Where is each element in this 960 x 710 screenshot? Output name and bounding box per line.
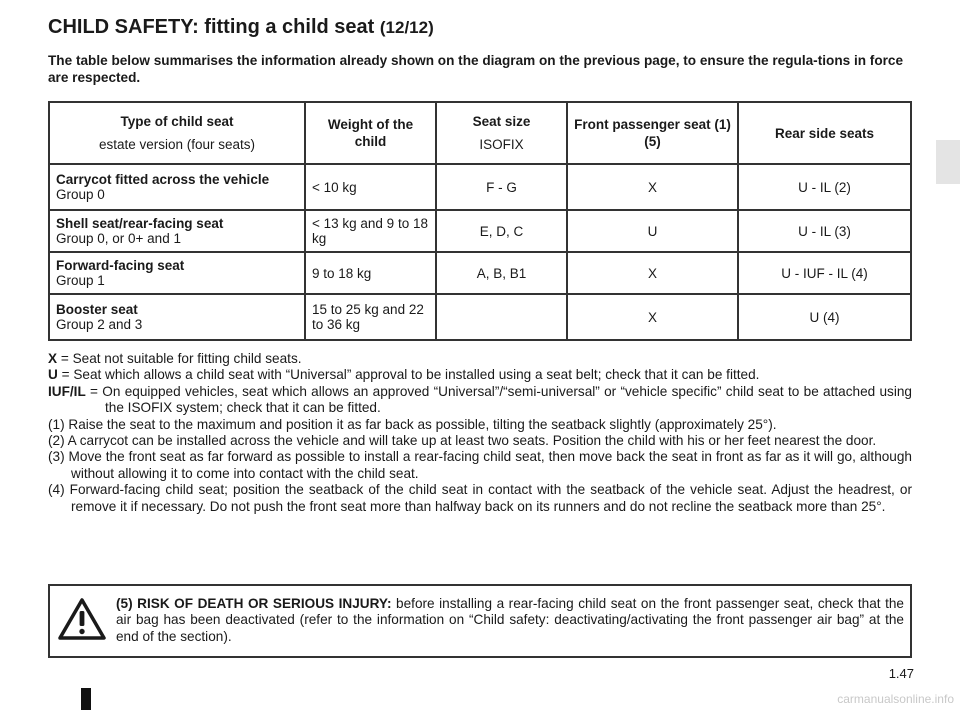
cell-size: F - G <box>436 164 567 210</box>
cell-weight: 15 to 25 kg and 22 to 36 kg <box>305 294 436 340</box>
header-front-passenger <box>567 102 738 164</box>
section-tab-marker <box>936 140 960 184</box>
cell-size <box>436 294 567 340</box>
seat-group: Group 0 <box>56 187 105 202</box>
note-1: (1) Raise the seat to the maximum and position it as far back as possible, tilting the seatback slightly (approximately 25°). <box>48 416 777 432</box>
header-rear-text: Rear side seats <box>774 125 875 141</box>
note-text: = On equipped vehicles, seat which allows an approved “Universal”/“semi-universal” or “vehicle specific” child seat to be attached using the ISOFIX system; check that it can be fitted. <box>85 383 912 416</box>
table-header-row <box>49 102 911 164</box>
note-3: (3) Move the front seat as far forward as possible to install a rear-facing child seat, then move back the seat in front as far as it will go, although without allowing it to come into contact with the child seat. <box>48 449 912 481</box>
cell-weight: < 13 kg and 9 to 18 kg <box>305 210 436 252</box>
cell-type <box>49 294 305 340</box>
seat-group: Group 0, or 0+ and 1 <box>56 231 181 246</box>
note-u <box>48 367 912 383</box>
title-main: CHILD SAFETY: fitting a child seat <box>48 16 380 38</box>
warning-triangle-icon <box>58 598 106 640</box>
cell-front: U <box>567 210 738 252</box>
seat-type: Carrycot fitted across the vehicle <box>56 172 270 187</box>
cell-rear: U - IL (3) <box>738 210 911 252</box>
page-number: 1.47 <box>888 666 914 681</box>
cell-front: X <box>567 294 738 340</box>
cell-rear: U - IL (2) <box>738 164 911 210</box>
title-part-number: (12/12) <box>379 18 434 37</box>
page-title <box>48 16 434 39</box>
header-type-line1: Type of child seat <box>120 114 234 129</box>
header-size-line2: ISOFIX <box>479 137 524 152</box>
cell-rear: U - IUF - IL (4) <box>738 252 911 294</box>
cell-size: E, D, C <box>436 210 567 252</box>
note-x <box>48 351 912 367</box>
seat-type: Booster seat <box>56 302 138 317</box>
cell-type <box>49 210 305 252</box>
warning-text <box>116 596 904 645</box>
seat-group: Group 1 <box>56 273 105 288</box>
page-edge-bar <box>81 688 91 710</box>
seat-type: Forward-facing seat <box>56 258 185 273</box>
note-text: = Seat which allows a child seat with “Universal” approval to be installed using a seat belt; check that it can be fitted. <box>57 367 760 383</box>
notes-section <box>48 351 912 515</box>
note-text: = Seat not suitable for fitting child seats. <box>57 351 302 366</box>
header-weight <box>305 102 436 164</box>
cell-size: A, B, B1 <box>436 252 567 294</box>
table-row <box>49 294 911 340</box>
intro-paragraph: The table below summarises the information already shown on the diagram on the previous page, to ensure the regula-tions in force are respected. <box>48 53 904 85</box>
seat-type: Shell seat/rear-facing seat <box>56 216 224 231</box>
note-2: (2) A carrycot can be installed across the vehicle and will take up at least two seats. Position the child with his or her feet nearest the door. <box>48 433 877 449</box>
seat-group: Group 2 and 3 <box>56 317 143 332</box>
header-front-text: Front passenger seat (1) (5) <box>574 117 731 149</box>
header-rear-seats <box>738 102 911 164</box>
header-weight-text: Weight of the child <box>327 117 414 149</box>
child-seat-table <box>48 101 912 341</box>
header-type <box>49 102 305 164</box>
note-key: X <box>48 351 58 366</box>
warning-box <box>48 584 912 658</box>
header-size-line1: Seat size <box>472 114 531 129</box>
cell-rear: U (4) <box>738 294 911 340</box>
cell-type <box>49 252 305 294</box>
header-type-line2: estate version (four seats) <box>98 137 256 152</box>
cell-type <box>49 164 305 210</box>
watermark: carmanualsonline.info <box>837 692 954 706</box>
cell-weight: 9 to 18 kg <box>305 252 436 294</box>
note-iuf-il <box>48 384 912 417</box>
warning-body: before installing a rear-facing child seat on the front passenger seat, check that the air bag has been deactivated (refer to the information on “Child safety: deactivating/activating the front passenger air bag” at the end of the section). <box>116 596 904 644</box>
cell-front: X <box>567 252 738 294</box>
cell-weight: < 10 kg <box>305 164 436 210</box>
note-key: IUF/IL <box>48 383 86 399</box>
note-key: U <box>48 367 58 383</box>
warning-heading: (5) RISK OF DEATH OR SERIOUS INJURY: <box>116 596 392 611</box>
table-row <box>49 164 911 210</box>
header-seat-size <box>436 102 567 164</box>
table-row <box>49 210 911 252</box>
note-4: (4) Forward-facing child seat; position the seatback of the child seat in contact with the seatback of the vehicle seat. Adjust the headrest, or remove it if necessary. Do not push the front seat more than halfway back on its runners and do not recline the seatback more than 25°. <box>48 482 912 514</box>
table-row <box>49 252 911 294</box>
cell-front: X <box>567 164 738 210</box>
